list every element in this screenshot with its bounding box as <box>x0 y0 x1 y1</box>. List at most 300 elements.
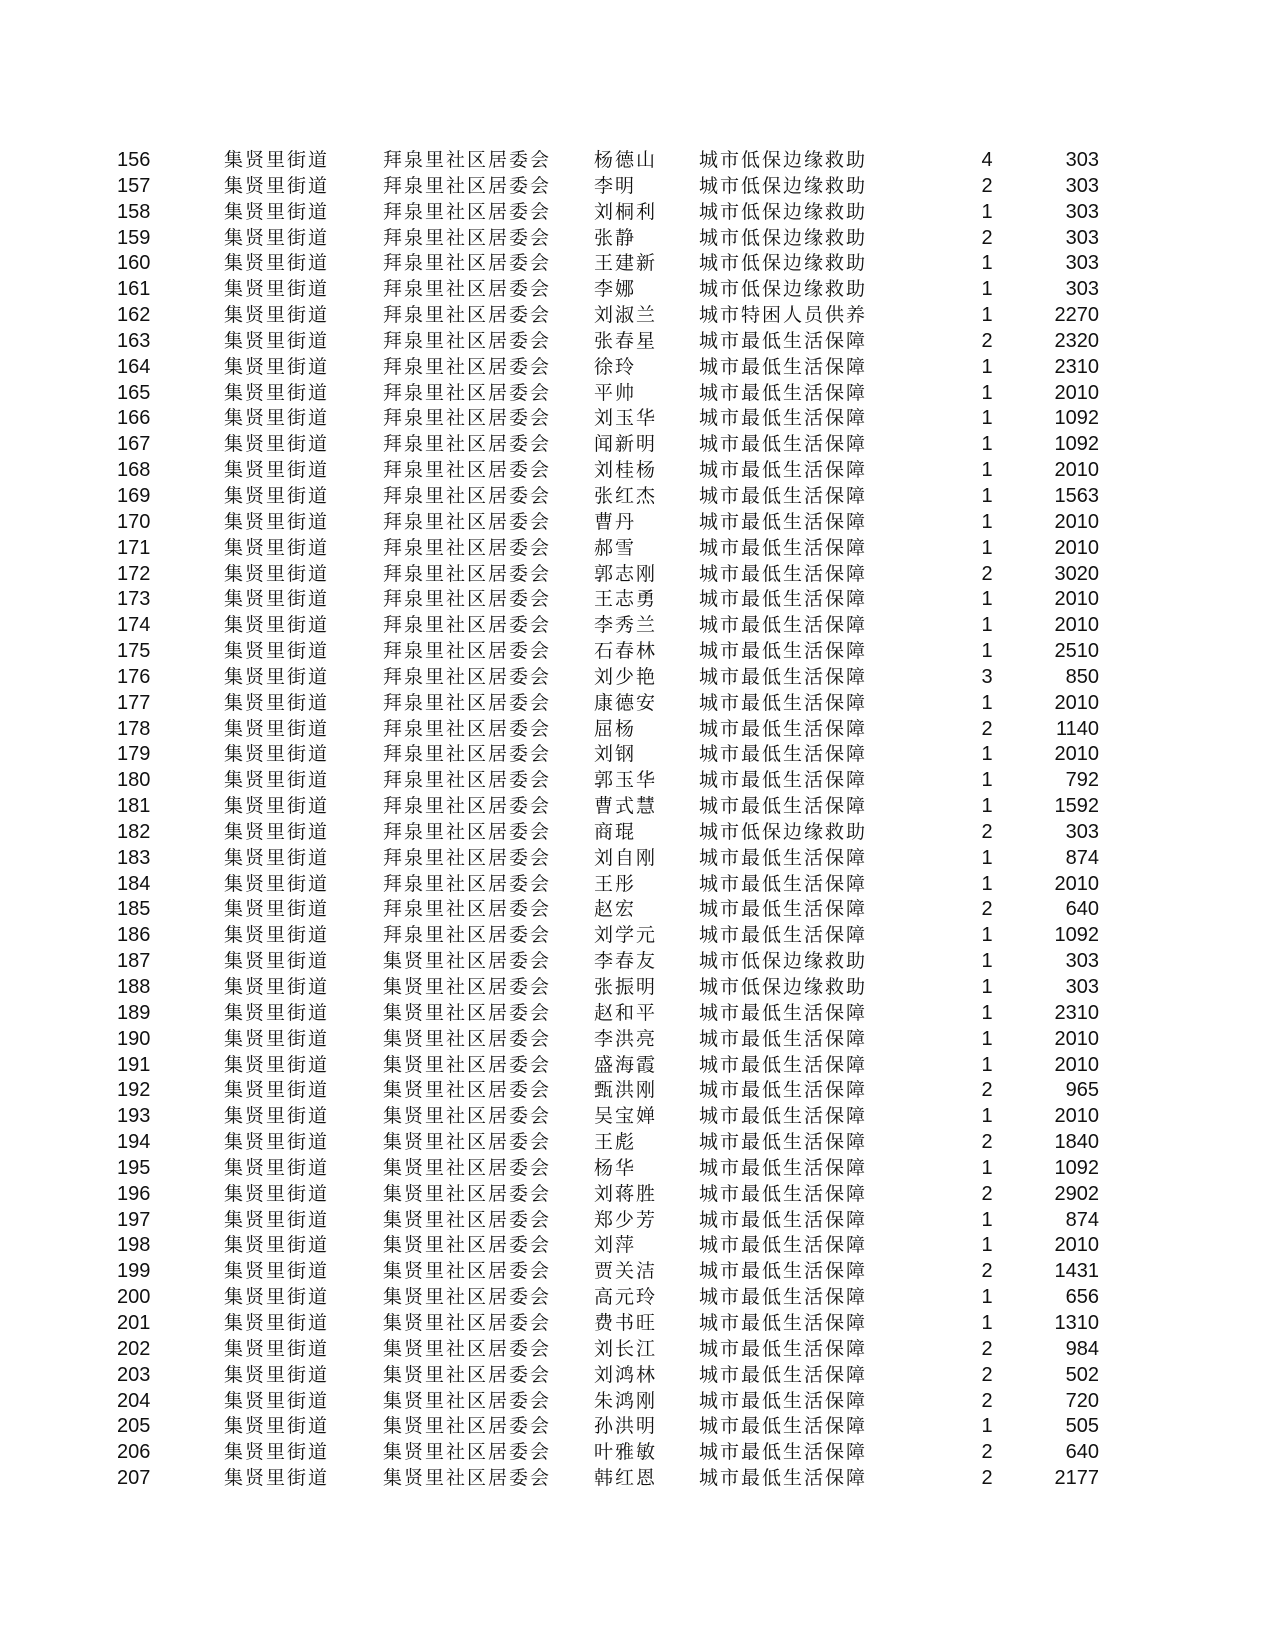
name-cell: 王志勇 <box>594 588 658 611</box>
street-cell: 集贤里街道 <box>224 1337 330 1360</box>
community-cell: 拜泉里社区居委会 <box>383 484 552 507</box>
community-cell: 集贤里社区居委会 <box>383 1131 552 1154</box>
community-cell: 集贤里社区居委会 <box>383 1415 552 1438</box>
row-number: 165 <box>117 381 151 404</box>
name-cell: 王彪 <box>594 1131 637 1154</box>
street-cell: 集贤里街道 <box>224 614 330 637</box>
community-cell: 拜泉里社区居委会 <box>383 820 552 843</box>
community-cell: 拜泉里社区居委会 <box>383 588 552 611</box>
community-cell: 拜泉里社区居委会 <box>383 329 552 352</box>
table-row <box>0 484 1275 510</box>
street-cell: 集贤里街道 <box>224 691 330 714</box>
assistance-type-cell: 城市低保边缘救助 <box>699 174 868 197</box>
household-size-cell: 1 <box>981 743 993 766</box>
name-cell: 贾关洁 <box>594 1260 658 1283</box>
community-cell: 集贤里社区居委会 <box>383 1260 552 1283</box>
street-cell: 集贤里街道 <box>224 459 330 482</box>
street-cell: 集贤里街道 <box>224 769 330 792</box>
household-size-cell: 1 <box>981 459 993 482</box>
name-cell: 李娜 <box>594 278 637 301</box>
table-row <box>0 665 1275 691</box>
table-row <box>0 846 1275 872</box>
community-cell: 拜泉里社区居委会 <box>383 614 552 637</box>
community-cell: 集贤里社区居委会 <box>383 1337 552 1360</box>
amount-cell: 874 <box>1065 1208 1099 1231</box>
household-size-cell: 1 <box>981 200 993 223</box>
table-row <box>0 148 1275 174</box>
assistance-type-cell: 城市低保边缘救助 <box>699 820 868 843</box>
household-size-cell: 1 <box>981 1001 993 1024</box>
assistance-type-cell: 城市最低生活保障 <box>699 1363 868 1386</box>
amount-cell: 303 <box>1065 950 1099 973</box>
assistance-type-cell: 城市最低生活保障 <box>699 329 868 352</box>
row-number: 171 <box>117 536 151 559</box>
assistance-type-cell: 城市低保边缘救助 <box>699 226 868 249</box>
assistance-type-cell: 城市最低生活保障 <box>699 924 868 947</box>
community-cell: 集贤里社区居委会 <box>383 1208 552 1231</box>
household-size-cell: 1 <box>981 795 993 818</box>
row-number: 207 <box>117 1467 151 1490</box>
street-cell: 集贤里街道 <box>224 795 330 818</box>
name-cell: 刘淑兰 <box>594 304 658 327</box>
name-cell: 盛海霞 <box>594 1053 658 1076</box>
street-cell: 集贤里街道 <box>224 562 330 585</box>
street-cell: 集贤里街道 <box>224 484 330 507</box>
row-number: 181 <box>117 795 151 818</box>
name-cell: 郭志刚 <box>594 562 658 585</box>
name-cell: 平帅 <box>594 381 637 404</box>
table-row <box>0 226 1275 252</box>
name-cell: 韩红恩 <box>594 1467 658 1490</box>
street-cell: 集贤里街道 <box>224 1182 330 1205</box>
table-row <box>0 1027 1275 1053</box>
household-size-cell: 2 <box>981 1389 993 1412</box>
assistance-type-cell: 城市最低生活保障 <box>699 1234 868 1257</box>
table-row <box>0 251 1275 277</box>
amount-cell: 303 <box>1065 278 1099 301</box>
row-number: 164 <box>117 355 151 378</box>
amount-cell: 1140 <box>1055 717 1099 740</box>
household-size-cell: 1 <box>981 355 993 378</box>
assistance-type-cell: 城市最低生活保障 <box>699 407 868 430</box>
name-cell: 刘玉华 <box>594 407 658 430</box>
street-cell: 集贤里街道 <box>224 717 330 740</box>
household-size-cell: 1 <box>981 1286 993 1309</box>
name-cell: 郝雪 <box>594 536 637 559</box>
name-cell: 张振明 <box>594 976 658 998</box>
street-cell: 集贤里街道 <box>224 381 330 404</box>
name-cell: 刘钢 <box>594 743 637 766</box>
assistance-type-cell: 城市最低生活保障 <box>699 795 868 818</box>
street-cell: 集贤里街道 <box>224 1467 330 1490</box>
amount-cell: 502 <box>1065 1363 1099 1386</box>
amount-cell: 2177 <box>1054 1467 1099 1490</box>
household-size-cell: 2 <box>981 1441 993 1464</box>
household-size-cell: 1 <box>981 252 993 275</box>
street-cell: 集贤里街道 <box>224 1389 330 1412</box>
table-row <box>0 1078 1275 1104</box>
assistance-type-cell: 城市最低生活保障 <box>699 898 868 921</box>
assistance-type-cell: 城市低保边缘救助 <box>699 252 868 275</box>
name-cell: 郑少芳 <box>594 1208 658 1231</box>
assistance-type-cell: 城市最低生活保障 <box>699 1441 868 1464</box>
amount-cell: 2310 <box>1054 1001 1099 1024</box>
table-row <box>0 639 1275 665</box>
amount-cell: 640 <box>1065 898 1099 921</box>
row-number: 161 <box>117 278 151 301</box>
row-number: 177 <box>117 691 151 714</box>
name-cell: 王彤 <box>594 872 637 895</box>
amount-cell: 1592 <box>1054 795 1099 818</box>
household-size-cell: 1 <box>981 1208 993 1231</box>
household-size-cell: 1 <box>981 614 993 637</box>
name-cell: 杨华 <box>594 1156 637 1179</box>
assistance-type-cell: 城市最低生活保障 <box>699 484 868 507</box>
assistance-type-cell: 城市最低生活保障 <box>699 1079 868 1102</box>
assistance-type-cell: 城市低保边缘救助 <box>699 149 868 171</box>
name-cell: 刘少艳 <box>594 665 658 688</box>
row-number: 179 <box>117 743 151 766</box>
household-size-cell: 1 <box>981 278 993 301</box>
row-number: 201 <box>117 1311 151 1334</box>
amount-cell: 1092 <box>1054 433 1099 456</box>
community-cell: 拜泉里社区居委会 <box>383 252 552 275</box>
amount-cell: 2010 <box>1054 459 1099 482</box>
community-cell: 集贤里社区居委会 <box>383 1234 552 1257</box>
community-cell: 拜泉里社区居委会 <box>383 510 552 533</box>
row-number: 156 <box>117 149 151 171</box>
name-cell: 徐玲 <box>594 355 637 378</box>
assistance-type-cell: 城市最低生活保障 <box>699 640 868 663</box>
name-cell: 李春友 <box>594 950 658 973</box>
table-row <box>0 406 1275 432</box>
row-number: 167 <box>117 433 151 456</box>
row-number: 197 <box>117 1208 151 1231</box>
street-cell: 集贤里街道 <box>224 1260 330 1283</box>
household-size-cell: 2 <box>981 1182 993 1205</box>
row-number: 173 <box>117 588 151 611</box>
community-cell: 拜泉里社区居委会 <box>383 304 552 327</box>
row-number: 169 <box>117 484 151 507</box>
table-row <box>0 1466 1275 1492</box>
name-cell: 甄洪刚 <box>594 1079 658 1102</box>
assistance-type-cell: 城市最低生活保障 <box>699 459 868 482</box>
assistance-type-cell: 城市最低生活保障 <box>699 1131 868 1154</box>
street-cell: 集贤里街道 <box>224 252 330 275</box>
table-row <box>0 562 1275 588</box>
assistance-type-cell: 城市最低生活保障 <box>699 872 868 895</box>
amount-cell: 2010 <box>1054 1234 1099 1257</box>
row-number: 190 <box>117 1027 151 1050</box>
table-row <box>0 613 1275 639</box>
row-number: 170 <box>117 510 151 533</box>
name-cell: 刘自刚 <box>594 846 658 869</box>
community-cell: 拜泉里社区居委会 <box>383 536 552 559</box>
community-cell: 集贤里社区居委会 <box>383 950 552 973</box>
table-row <box>0 1440 1275 1466</box>
row-number: 178 <box>117 717 151 740</box>
table-row <box>0 742 1275 768</box>
row-number: 158 <box>117 200 151 223</box>
household-size-cell: 2 <box>981 717 993 740</box>
amount-cell: 3020 <box>1054 562 1099 585</box>
street-cell: 集贤里街道 <box>224 1311 330 1334</box>
amount-cell: 1431 <box>1054 1260 1099 1283</box>
street-cell: 集贤里街道 <box>224 407 330 430</box>
name-cell: 王建新 <box>594 252 658 275</box>
amount-cell: 2010 <box>1054 381 1099 404</box>
assistance-type-cell: 城市特困人员供养 <box>699 304 868 327</box>
table-row <box>0 1389 1275 1415</box>
name-cell: 李明 <box>594 174 637 197</box>
household-size-cell: 4 <box>981 149 993 171</box>
table-row <box>0 820 1275 846</box>
name-cell: 李洪亮 <box>594 1027 658 1050</box>
household-size-cell: 1 <box>981 1027 993 1050</box>
name-cell: 刘桂杨 <box>594 459 658 482</box>
amount-cell: 965 <box>1065 1079 1099 1102</box>
street-cell: 集贤里街道 <box>224 1208 330 1231</box>
household-size-cell: 1 <box>981 1156 993 1179</box>
row-number: 204 <box>117 1389 151 1412</box>
amount-cell: 2510 <box>1054 640 1099 663</box>
row-number: 159 <box>117 226 151 249</box>
community-cell: 拜泉里社区居委会 <box>383 433 552 456</box>
name-cell: 曹丹 <box>594 510 637 533</box>
amount-cell: 640 <box>1065 1441 1099 1464</box>
community-cell: 拜泉里社区居委会 <box>383 872 552 895</box>
assistance-type-cell: 城市最低生活保障 <box>699 614 868 637</box>
household-size-cell: 2 <box>981 1337 993 1360</box>
assistance-type-cell: 城市最低生活保障 <box>699 1105 868 1128</box>
household-size-cell: 1 <box>981 846 993 869</box>
community-cell: 拜泉里社区居委会 <box>383 226 552 249</box>
row-number: 172 <box>117 562 151 585</box>
table-row <box>0 200 1275 226</box>
table-row <box>0 587 1275 613</box>
assistance-type-cell: 城市最低生活保障 <box>699 743 868 766</box>
name-cell: 刘长江 <box>594 1337 658 1360</box>
community-cell: 拜泉里社区居委会 <box>383 846 552 869</box>
amount-cell: 2320 <box>1054 329 1099 352</box>
assistance-type-cell: 城市最低生活保障 <box>699 588 868 611</box>
community-cell: 拜泉里社区居委会 <box>383 924 552 947</box>
assistance-type-cell: 城市最低生活保障 <box>699 1182 868 1205</box>
assistance-type-cell: 城市最低生活保障 <box>699 510 868 533</box>
household-size-cell: 1 <box>981 950 993 973</box>
household-size-cell: 1 <box>981 510 993 533</box>
name-cell: 曹式慧 <box>594 795 658 818</box>
community-cell: 集贤里社区居委会 <box>383 1363 552 1386</box>
amount-cell: 2310 <box>1054 355 1099 378</box>
assistance-type-cell: 城市最低生活保障 <box>699 381 868 404</box>
community-cell: 拜泉里社区居委会 <box>383 174 552 197</box>
table-row <box>0 1259 1275 1285</box>
row-number: 183 <box>117 846 151 869</box>
assistance-type-cell: 城市最低生活保障 <box>699 769 868 792</box>
street-cell: 集贤里街道 <box>224 640 330 663</box>
household-size-cell: 1 <box>981 769 993 792</box>
row-number: 203 <box>117 1363 151 1386</box>
household-size-cell: 1 <box>981 304 993 327</box>
household-size-cell: 1 <box>981 1311 993 1334</box>
community-cell: 集贤里社区居委会 <box>383 1467 552 1490</box>
name-cell: 孙洪明 <box>594 1415 658 1438</box>
amount-cell: 792 <box>1065 769 1099 792</box>
name-cell: 屈杨 <box>594 717 637 740</box>
street-cell: 集贤里街道 <box>224 433 330 456</box>
community-cell: 拜泉里社区居委会 <box>383 278 552 301</box>
assistance-type-cell: 城市最低生活保障 <box>699 717 868 740</box>
street-cell: 集贤里街道 <box>224 924 330 947</box>
table-row <box>0 355 1275 381</box>
name-cell: 杨德山 <box>594 149 658 171</box>
amount-cell: 1563 <box>1054 484 1099 507</box>
amount-cell: 1092 <box>1054 924 1099 947</box>
assistance-type-cell: 城市最低生活保障 <box>699 1208 868 1231</box>
table-row <box>0 897 1275 923</box>
row-number: 162 <box>117 304 151 327</box>
table-row <box>0 1130 1275 1156</box>
assistance-type-cell: 城市最低生活保障 <box>699 1311 868 1334</box>
row-number: 180 <box>117 769 151 792</box>
row-number: 174 <box>117 614 151 637</box>
household-size-cell: 1 <box>981 640 993 663</box>
amount-cell: 2270 <box>1054 304 1099 327</box>
amount-cell: 720 <box>1065 1389 1099 1412</box>
table-row <box>0 1053 1275 1079</box>
table-row <box>0 432 1275 458</box>
amount-cell: 2010 <box>1054 588 1099 611</box>
amount-cell: 303 <box>1065 820 1099 843</box>
table-row <box>0 303 1275 329</box>
assistance-type-cell: 城市最低生活保障 <box>699 665 868 688</box>
community-cell: 拜泉里社区居委会 <box>383 743 552 766</box>
amount-cell: 1092 <box>1054 407 1099 430</box>
amount-cell: 2010 <box>1054 1027 1099 1050</box>
row-number: 200 <box>117 1286 151 1309</box>
assistance-type-cell: 城市最低生活保障 <box>699 1286 868 1309</box>
table-row <box>0 458 1275 484</box>
community-cell: 集贤里社区居委会 <box>383 1286 552 1309</box>
row-number: 175 <box>117 640 151 663</box>
street-cell: 集贤里街道 <box>224 1156 330 1179</box>
household-size-cell: 1 <box>981 1105 993 1128</box>
amount-cell: 2010 <box>1054 614 1099 637</box>
table-row <box>0 1208 1275 1234</box>
street-cell: 集贤里街道 <box>224 976 330 998</box>
household-size-cell: 2 <box>981 820 993 843</box>
amount-cell: 1310 <box>1054 1311 1099 1334</box>
street-cell: 集贤里街道 <box>224 820 330 843</box>
row-number: 194 <box>117 1131 151 1154</box>
street-cell: 集贤里街道 <box>224 536 330 559</box>
row-number: 192 <box>117 1079 151 1102</box>
table-row <box>0 1156 1275 1182</box>
name-cell: 朱鸿刚 <box>594 1389 658 1412</box>
name-cell: 张红杰 <box>594 484 658 507</box>
table-row <box>0 923 1275 949</box>
name-cell: 吴宝婵 <box>594 1105 658 1128</box>
amount-cell: 874 <box>1065 846 1099 869</box>
street-cell: 集贤里街道 <box>224 872 330 895</box>
community-cell: 拜泉里社区居委会 <box>383 381 552 404</box>
community-cell: 集贤里社区居委会 <box>383 1001 552 1024</box>
amount-cell: 2010 <box>1054 1053 1099 1076</box>
household-size-cell: 1 <box>981 484 993 507</box>
assistance-type-cell: 城市低保边缘救助 <box>699 278 868 301</box>
household-size-cell: 1 <box>981 691 993 714</box>
amount-cell: 850 <box>1065 665 1099 688</box>
row-number: 196 <box>117 1182 151 1205</box>
household-size-cell: 1 <box>981 588 993 611</box>
name-cell: 康德安 <box>594 691 658 714</box>
community-cell: 集贤里社区居委会 <box>383 1182 552 1205</box>
assistance-type-cell: 城市最低生活保障 <box>699 846 868 869</box>
community-cell: 拜泉里社区居委会 <box>383 562 552 585</box>
amount-cell: 1840 <box>1054 1131 1099 1154</box>
household-size-cell: 1 <box>981 1415 993 1438</box>
row-number: 202 <box>117 1337 151 1360</box>
community-cell: 拜泉里社区居委会 <box>383 640 552 663</box>
amount-cell: 2010 <box>1054 743 1099 766</box>
table-row <box>0 949 1275 975</box>
household-size-cell: 2 <box>981 898 993 921</box>
table-row <box>0 381 1275 407</box>
amount-cell: 1092 <box>1054 1156 1099 1179</box>
street-cell: 集贤里街道 <box>224 226 330 249</box>
row-number: 205 <box>117 1415 151 1438</box>
street-cell: 集贤里街道 <box>224 200 330 223</box>
row-number: 160 <box>117 252 151 275</box>
row-number: 176 <box>117 665 151 688</box>
row-number: 184 <box>117 872 151 895</box>
household-size-cell: 2 <box>981 329 993 352</box>
street-cell: 集贤里街道 <box>224 1079 330 1102</box>
name-cell: 刘桐利 <box>594 200 658 223</box>
amount-cell: 505 <box>1065 1415 1099 1438</box>
household-size-cell: 1 <box>981 381 993 404</box>
community-cell: 集贤里社区居委会 <box>383 1105 552 1128</box>
street-cell: 集贤里街道 <box>224 950 330 973</box>
table-row <box>0 768 1275 794</box>
name-cell: 商琨 <box>594 820 637 843</box>
amount-cell: 2010 <box>1054 691 1099 714</box>
row-number: 182 <box>117 820 151 843</box>
amount-cell: 2010 <box>1054 1105 1099 1128</box>
household-size-cell: 2 <box>981 562 993 585</box>
row-number: 166 <box>117 407 151 430</box>
amount-cell: 303 <box>1065 976 1099 998</box>
name-cell: 刘鸿林 <box>594 1363 658 1386</box>
street-cell: 集贤里街道 <box>224 304 330 327</box>
table-row <box>0 329 1275 355</box>
community-cell: 集贤里社区居委会 <box>383 1053 552 1076</box>
table-row <box>0 1311 1275 1337</box>
table-row <box>0 1233 1275 1259</box>
name-cell: 高元玲 <box>594 1286 658 1309</box>
assistance-type-cell: 城市最低生活保障 <box>699 691 868 714</box>
community-cell: 拜泉里社区居委会 <box>383 769 552 792</box>
row-number: 195 <box>117 1156 151 1179</box>
street-cell: 集贤里街道 <box>224 1363 330 1386</box>
name-cell: 赵和平 <box>594 1001 658 1024</box>
street-cell: 集贤里街道 <box>224 1027 330 1050</box>
community-cell: 拜泉里社区居委会 <box>383 717 552 740</box>
row-number: 188 <box>117 976 151 998</box>
row-number: 163 <box>117 329 151 352</box>
household-size-cell: 1 <box>981 976 993 998</box>
